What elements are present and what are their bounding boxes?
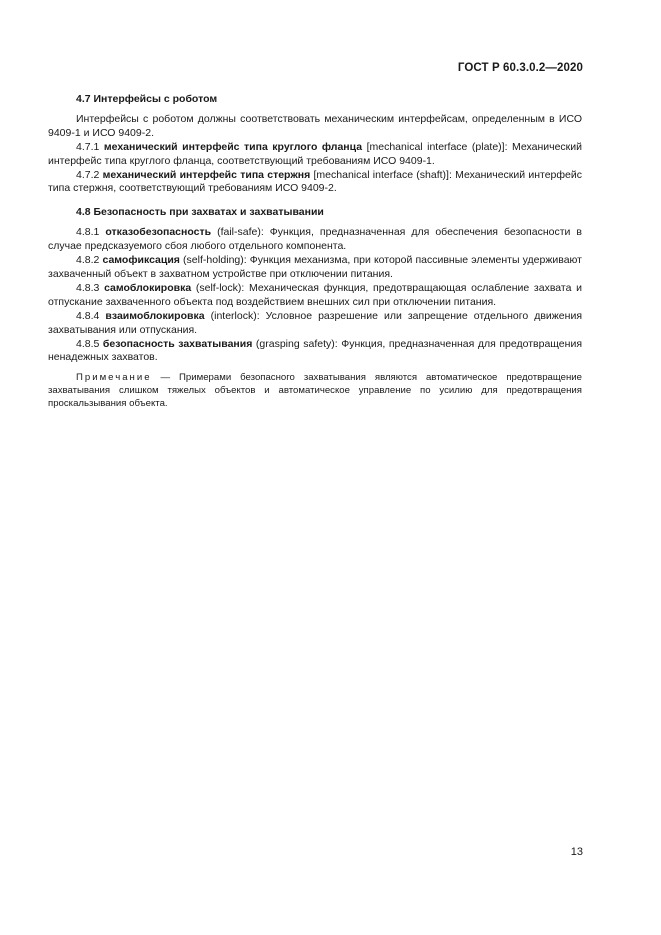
clause-term: самофиксация	[102, 254, 180, 267]
clause-definition: (fail-safe): Функция, предназначенная для обеспечения безопасности в случае предсказуемого сбоя любого отдельного компонента.	[48, 226, 582, 253]
page-number: 13	[570, 846, 583, 858]
clause-number: 4.8.1	[76, 226, 100, 239]
clause-term: безопасность захватывания	[102, 337, 253, 350]
clause-definition: [mechanical interface (shaft)]: Механический интерфейс типа стержня, соответствующий требованиям ИСО 9409-2.	[48, 168, 582, 195]
clause-4-8-1	[48, 226, 582, 254]
section-title-4-8: 4.8 Безопасность при захватах и захватывании	[76, 206, 324, 219]
clause-4-7-1	[48, 141, 582, 169]
clause-4-7-2	[48, 169, 582, 197]
clause-definition: (self-lock): Механическая функция, предотвращающая ослабление захвата и отпускание захваченного объекта под воздействием внешних сил при отключении питания.	[48, 281, 582, 308]
clause-4-8-4	[48, 310, 582, 338]
clause-definition: [mechanical interface (plate)]: Механический интерфейс типа круглого фланца, соответствующий требованиям ИСО 9409-1.	[48, 140, 582, 167]
section-title-4-7: 4.7 Интерфейсы с роботом	[76, 93, 218, 105]
note-label: Примечание	[76, 372, 152, 384]
note-text: — Примерами безопасного захватывания являются автоматическое предотвращение захватывания слишком тяжелых объектов и автоматическое управление по усилию для предотвращения проскальзывания объекта.	[48, 372, 582, 409]
clause-term: отказобезопасность	[105, 226, 212, 239]
document-code: ГОСТ Р 60.3.0.2—2020	[457, 62, 583, 74]
clause-4-8-5	[48, 338, 582, 366]
clause-number: 4.8.2	[76, 254, 100, 267]
section-4-7-intro: Интерфейсы с роботом должны соответствовать механическим интерфейсам, определенным в ИСО 9409-1 и ИСО 9409-2.	[48, 112, 582, 139]
clause-number: 4.7.1	[76, 140, 100, 153]
clause-term: механический интерфейс типа круглого фланца	[103, 140, 363, 153]
clause-4-8-2	[48, 254, 582, 282]
clause-definition: (grasping safety): Функция, предназначенная для предотвращения ненадежных захватов.	[48, 337, 583, 364]
clause-definition: (interlock): Условное разрешение или запрещение отдельного движения захватывания или отпускания.	[48, 309, 582, 336]
clause-number: 4.8.4	[76, 309, 100, 322]
clause-term: механический интерфейс типа стержня	[102, 168, 311, 181]
clause-term: взаимоблокировка	[105, 309, 205, 322]
clause-definition: (self-holding): Функция механизма, при которой пассивные элементы удерживают захваченный объект в захватном устройстве при отключении питания.	[48, 254, 582, 280]
clause-term: самоблокировка	[104, 281, 192, 294]
clause-number: 4.8.5	[76, 337, 100, 350]
clause-number: 4.7.2	[76, 168, 100, 181]
note	[48, 372, 582, 410]
clause-4-8-3	[48, 282, 582, 310]
clause-number: 4.8.3	[76, 281, 100, 294]
page-content	[48, 93, 582, 410]
